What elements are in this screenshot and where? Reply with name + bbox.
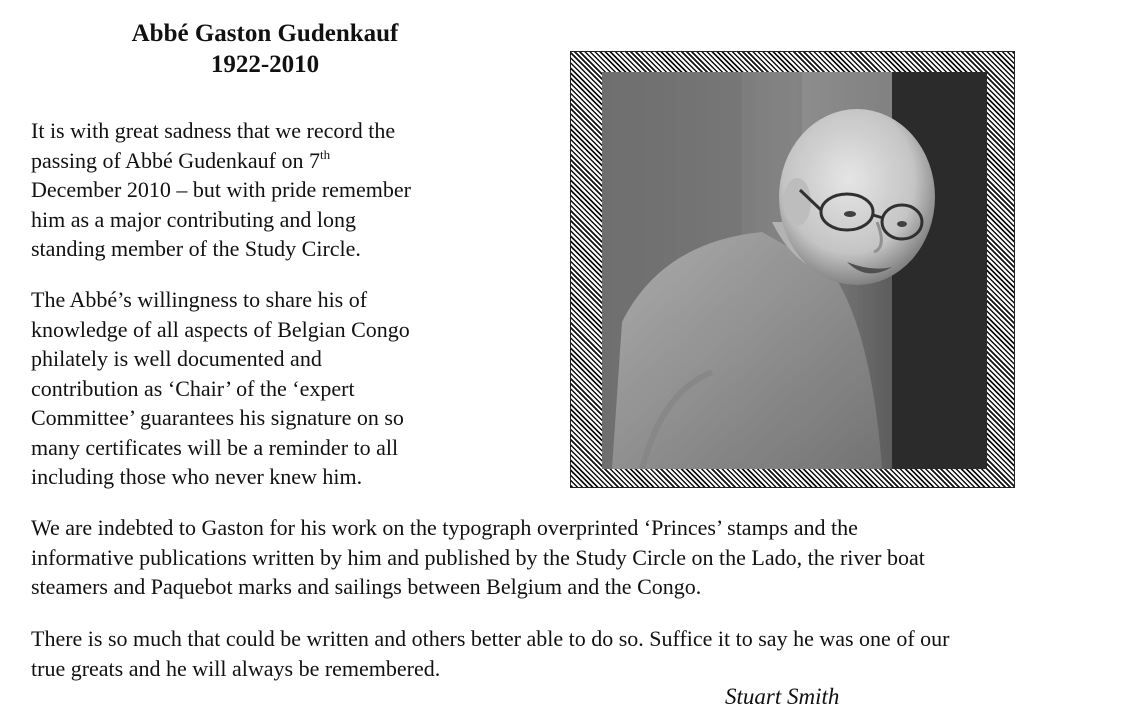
paragraph-line: knowledge of all aspects of Belgian Congo: [31, 316, 410, 342]
paragraph-publications: [31, 513, 925, 602]
paragraph-knowledge: [31, 285, 410, 492]
paragraph-line: December 2010 – but with pride remember: [31, 177, 411, 202]
title-years: 1922-2010: [210, 51, 320, 78]
obituary-title: [60, 18, 470, 80]
paragraph-closing: [31, 624, 949, 683]
photo-frame: [570, 51, 1015, 488]
paragraph-line: many certificates will be a reminder to all: [31, 434, 399, 460]
paragraph-line: philately is well documented and: [31, 346, 322, 371]
paragraph-line: including those who never knew him.: [31, 464, 363, 489]
paragraph-line: We are indebted to Gaston for his work on the typograph overprinted ‘Princes’ stamps and the: [31, 515, 858, 540]
paragraph-line: contribution as ‘Chair’ of the ‘expert: [31, 375, 355, 401]
paragraph-intro: [31, 116, 411, 264]
title-name: Abbé Gaston Gudenkauf: [131, 20, 399, 47]
paragraph-line: steamers and Paquebot marks and sailings between Belgium and the Congo.: [31, 574, 702, 599]
ordinal-suffix: th: [320, 146, 331, 162]
paragraph-line: It is with great sadness that we record the: [31, 118, 396, 143]
portrait-photo-icon: [602, 72, 987, 469]
paragraph-line: The Abbé’s willingness to share his of: [31, 287, 368, 312]
paragraph-line: informative publications written by him and published by the Study Circle on the Lado, the river boat: [31, 544, 925, 570]
paragraph-line-text: passing of Abbé Gudenkauf on 7: [31, 147, 321, 173]
paragraph-line: Committee’ guarantees his signature on so: [31, 405, 404, 430]
author-signature: Stuart Smith: [725, 684, 840, 709]
paragraph-line: him as a major contributing and long: [31, 206, 357, 232]
paragraph-line: true greats and he will always be remembered.: [31, 655, 441, 681]
portrait-image: [602, 72, 987, 469]
paragraph-line: [31, 146, 411, 176]
paragraph-line: standing member of the Study Circle.: [31, 236, 361, 261]
paragraph-line: There is so much that could be written and others better able to do so. Suffice it to say he was one of our: [31, 626, 950, 651]
